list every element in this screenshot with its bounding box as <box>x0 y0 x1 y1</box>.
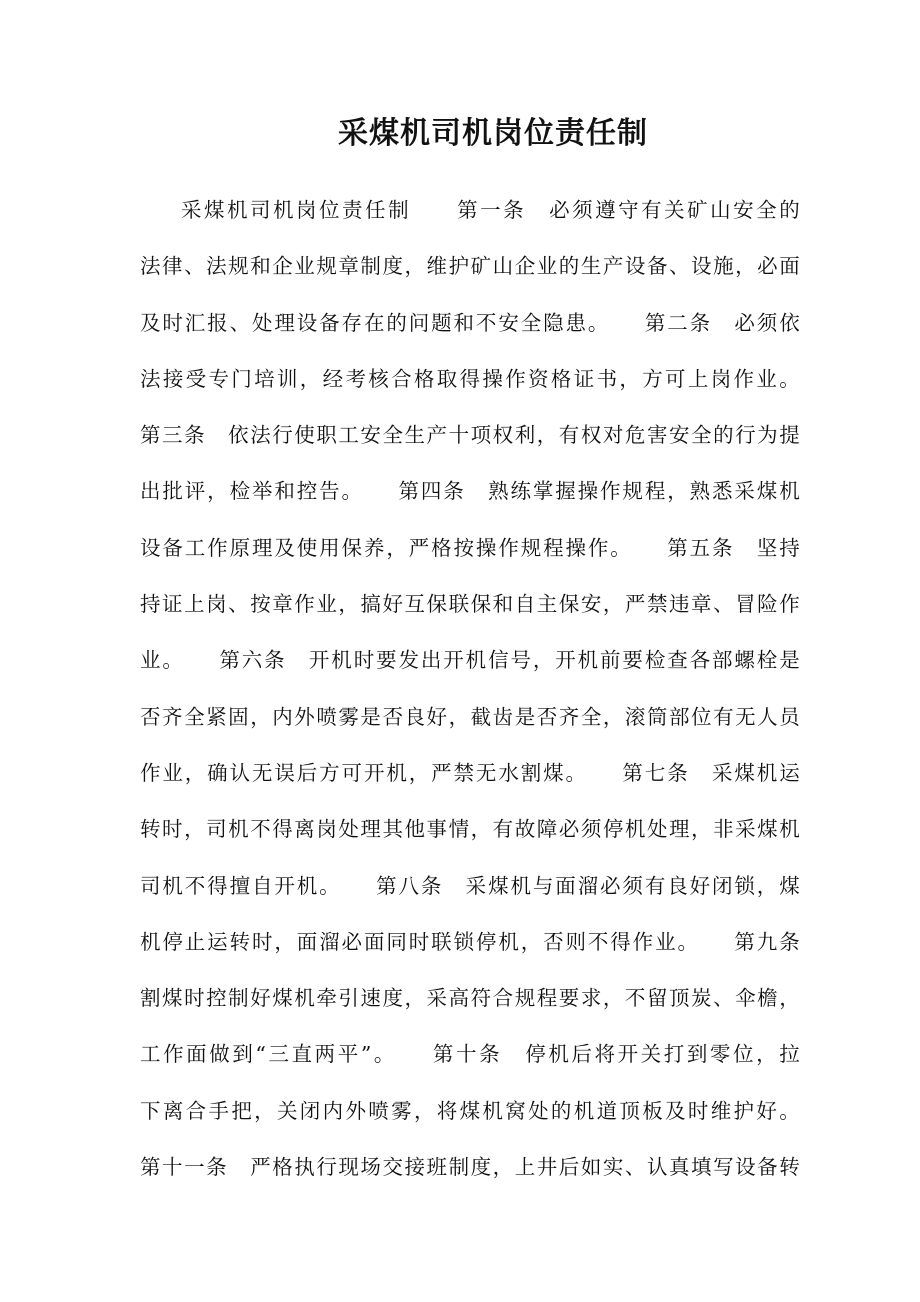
document-body <box>140 192 800 1205</box>
body-line: 持证上岗、按章作业，搞好互保联保和自主保安，严禁违章、冒险作 <box>140 592 800 617</box>
body-line: 第十一条 严格执行现场交接班制度，上井后如实、认真填写设备转 <box>140 1155 800 1180</box>
body-line: 第三条 依法行使职工安全生产十项权利，有权对危害安全的行为提 <box>140 423 800 448</box>
body-line: 出批评，检举和控告。 第四条 熟练掌握操作规程，熟悉采煤机 <box>140 479 800 504</box>
body-line: 法接受专门培训，经考核合格取得操作资格证书，方可上岗作业。 <box>140 366 800 391</box>
body-line: 作业，确认无误后方可开机，严禁无水割煤。 第七条 采煤机运 <box>140 760 800 785</box>
body-line: 割煤时控制好煤机牵引速度，采高符合规程要求，不留顶炭、伞檐， <box>140 986 800 1011</box>
body-line: 司机不得擅自开机。 第八条 采煤机与面溜必须有良好闭锁，煤 <box>140 873 800 898</box>
body-line: 及时汇报、处理设备存在的问题和不安全隐患。 第二条 必须依 <box>140 310 800 335</box>
body-line: 设备工作原理及使用保养，严格按操作规程操作。 第五条 坚持 <box>140 535 800 560</box>
document-title: 采煤机司机岗位责任制 <box>338 116 648 151</box>
body-line: 下离合手把，关闭内外喷雾，将煤机窝处的机道顶板及时维护好。 <box>140 1098 800 1123</box>
body-line: 机停止运转时，面溜必面同时联锁停机，否则不得作业。 第九条 <box>140 929 800 954</box>
body-line: 业。 第六条 开机时要发出开机信号，开机前要检查各部螺栓是 <box>140 648 800 673</box>
body-line: 采煤机司机岗位责任制 第一条 必须遵守有关矿山安全的 <box>181 198 800 222</box>
body-line: 转时，司机不得离岗处理其他事情，有故障必须停机处理，非采煤机 <box>140 817 800 842</box>
body-line: 否齐全紧固，内外喷雾是否良好，截齿是否齐全，滚筒部位有无人员 <box>140 704 800 729</box>
body-line: 工作面做到“三直两平”。 第十条 停机后将开关打到零位，拉 <box>140 1042 800 1067</box>
body-line: 法律、法规和企业规章制度，维护矿山企业的生产设备、设施，必面 <box>140 254 800 279</box>
